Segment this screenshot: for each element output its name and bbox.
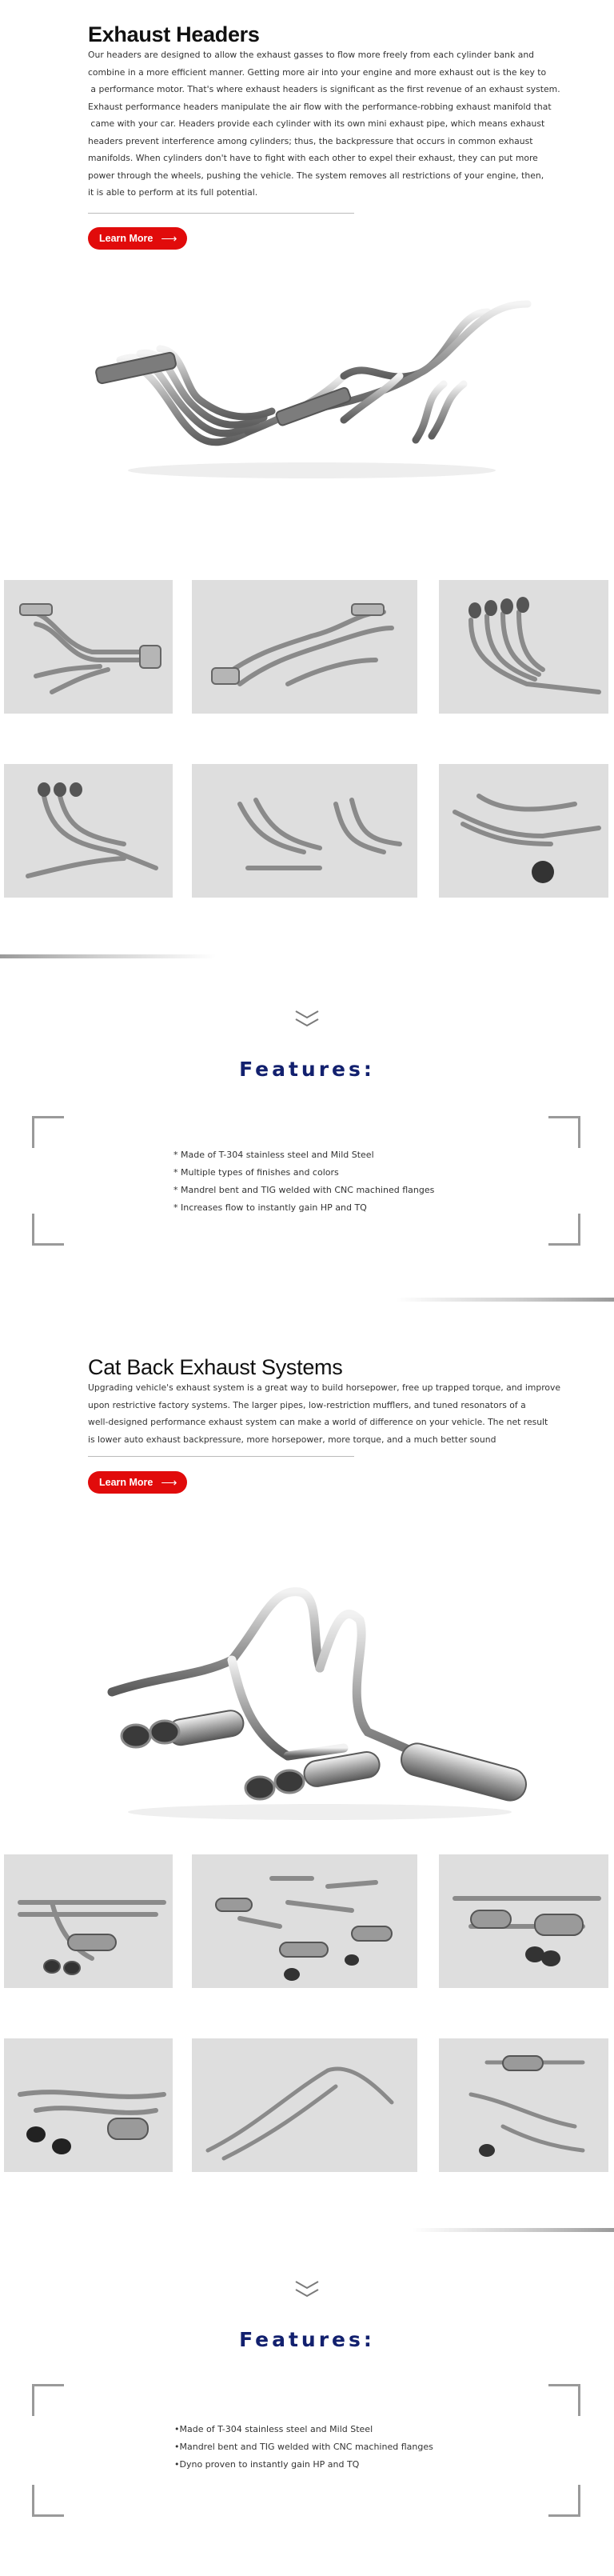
list-item: •Mandrel bent and TIG welded with CNC machined flanges <box>174 2442 433 2452</box>
list-item: * Increases flow to instantly gain HP and TQ <box>173 1202 367 1213</box>
product-image-tile[interactable] <box>192 2038 417 2172</box>
divider <box>88 213 354 214</box>
frame-corner <box>548 2384 580 2416</box>
headers-line: a performance motor. That's where exhaust headers is significant as the first revenue of an exhaust system. <box>88 84 560 94</box>
frame-corner <box>32 2485 64 2517</box>
arrow-right-icon: ⟶ <box>161 231 177 245</box>
section-divider-gradient <box>0 954 216 958</box>
product-image-tile[interactable] <box>439 580 608 714</box>
learn-more-label: Learn More <box>99 233 154 244</box>
frame-corner <box>548 2485 580 2517</box>
headers-hero-image <box>80 280 544 488</box>
headers-line: Exhaust performance headers manipulate the air flow with the performance-robbing exhaust manifold that <box>88 101 552 112</box>
frame-corner <box>548 1214 580 1246</box>
features-title: Features: <box>239 1058 375 1081</box>
headers-line: headers prevent interference among cylinders; thus, the backpressure that occurs in common exhaust <box>88 135 533 146</box>
product-image-tile[interactable] <box>4 1854 173 1988</box>
frame-corner <box>32 2384 64 2416</box>
product-image-tile[interactable] <box>192 580 417 714</box>
learn-more-button-headers[interactable] <box>88 227 187 250</box>
headers-line: it is able to perform at its full potential. <box>88 187 258 198</box>
headers-line: combine in a more efficient manner. Getting more air into your engine and more exhaust out is the key to <box>88 66 547 78</box>
catback-line: Upgrading vehicle's exhaust system is a great way to build horsepower, free up trapped torque, and improve <box>88 1382 561 1393</box>
product-image-tile[interactable] <box>439 764 608 898</box>
catback-hero-image <box>80 1572 544 1828</box>
product-image-tile[interactable] <box>192 1854 417 1988</box>
catback-line: is lower auto exhaust backpressure, more horsepower, more torque, and a much better sound <box>88 1434 496 1445</box>
section-divider-gradient <box>396 1298 614 1302</box>
chevron-down-icon <box>291 2278 323 2301</box>
list-item: * Made of T-304 stainless steel and Mild Steel <box>173 1150 374 1160</box>
catback-line: well-designed performance exhaust system can make a world of difference on your vehicle. The net result <box>88 1417 548 1427</box>
product-image-tile[interactable] <box>439 1854 608 1988</box>
frame-corner <box>32 1214 64 1246</box>
product-image-tile[interactable] <box>4 2038 173 2172</box>
headers-line: Our headers are designed to allow the exhaust gasses to flow more freely from each cylinder bank and <box>88 50 535 60</box>
list-item: •Dyno proven to instantly gain HP and TQ <box>174 2459 360 2470</box>
catback-line: upon restrictive factory systems. The larger pipes, low-restriction mufflers, and tuned resonators of a <box>88 1399 526 1410</box>
catback-title: Cat Back Exhaust Systems <box>88 1355 343 1379</box>
headers-line: power through the wheels, pushing the vehicle. The system removes all restrictions of your engine, then, <box>88 170 544 181</box>
arrow-right-icon: ⟶ <box>161 1475 177 1489</box>
product-image-tile[interactable] <box>439 2038 608 2172</box>
product-image-tile[interactable] <box>4 764 173 898</box>
learn-more-button-catback[interactable] <box>88 1471 187 1494</box>
list-item: * Mandrel bent and TIG welded with CNC machined flanges <box>173 1185 435 1195</box>
features-box <box>32 1116 580 1246</box>
frame-corner <box>32 1116 64 1148</box>
headers-line: manifolds. When cylinders don't have to fight with each other to expel their exhaust, they can put more <box>88 153 538 163</box>
features-list <box>174 2421 433 2474</box>
frame-corner <box>548 1116 580 1148</box>
product-image-tile[interactable] <box>192 764 417 898</box>
product-image-tile[interactable] <box>4 580 173 714</box>
chevron-down-icon <box>291 1008 323 1030</box>
catback-description <box>88 1379 592 1448</box>
features-box <box>32 2384 580 2517</box>
learn-more-label: Learn More <box>99 1477 154 1488</box>
headers-title: Exhaust Headers <box>88 22 260 46</box>
section-divider-gradient <box>412 2228 614 2232</box>
headers-description <box>88 46 584 202</box>
list-item: •Made of T-304 stainless steel and Mild Steel <box>174 2424 373 2434</box>
features-title: Features: <box>239 2328 375 2351</box>
list-item: * Multiple types of finishes and colors <box>173 1167 339 1178</box>
headers-line: came with your car. Headers provide each cylinder with its own mini exhaust pipe, which means exhaust <box>88 118 545 129</box>
features-list <box>173 1146 434 1217</box>
divider <box>88 1456 354 1457</box>
